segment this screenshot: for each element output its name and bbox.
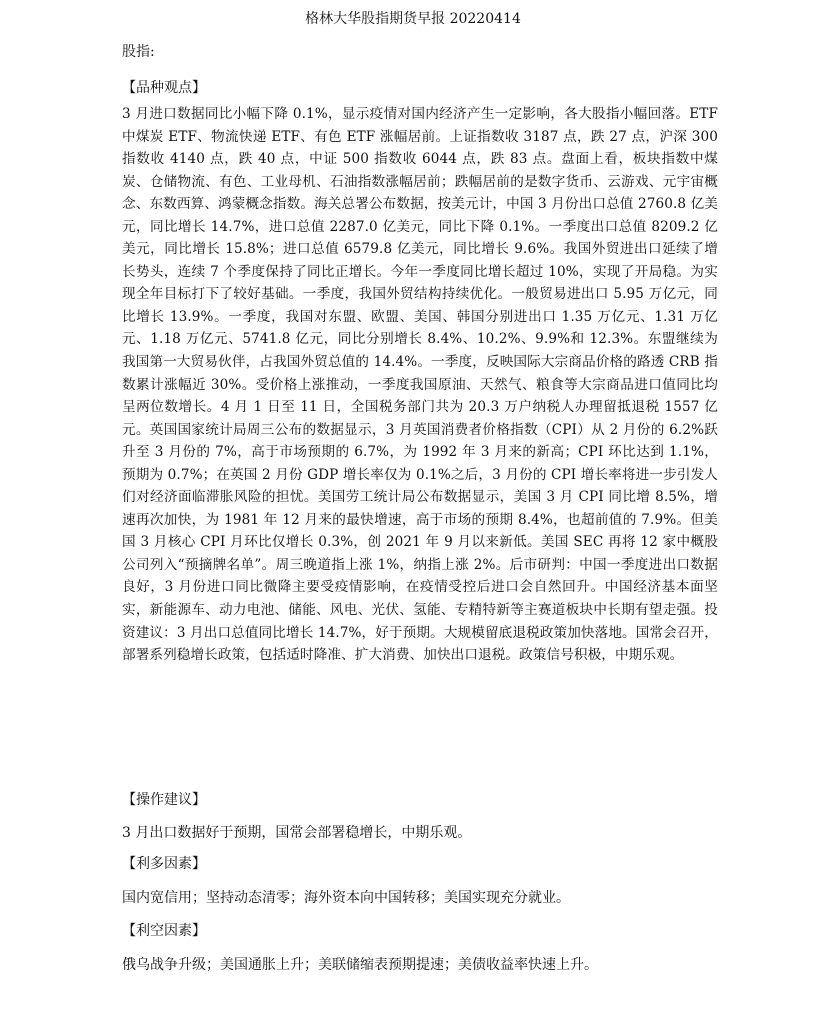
report-title: 格林大华股指期货早报 20220414 <box>305 11 521 27</box>
positive-heading: 【利多因素】 <box>122 856 206 872</box>
negative-heading: 【利空因素】 <box>122 923 206 939</box>
view-body: 3 月进口数据同比小幅下降 0.1%，显示疫情对国内经济产生一定影响，各大股指小幅回落。ETF 中煤炭 ETF、物流快递 ETF、有色 ETF 涨幅居前。上证指数收 3187 点，跌 27 点，沪深 300 指数收 4140 点，跌 40 点，中证 500 指数收 6044 点，跌 83 点。盘面上看，板块指数中煤炭、仓储物流、有色、工业母机、石油指数涨幅居前；跌幅居前的是数字货币、云游戏、元宇宙概念、东数西算、鸿蒙概念指数。海关总署公布数据，按美元计，中国 3 月份出口总值 2760.8 亿美元，同比增长 14.7%，进口总值 2287.0 亿美元，同比下降 0.1%。一季度出口总值 8209.2 亿美元，同比增长 15.8%；进口总值 6579.8 亿美元，同比增长 9.6%。我国外贸进出口延续了增长势头，连续 7 个季度保持了同比正增长。今年一季度同比增长超过 10%，实现了开局稳。为实现全年目标打下了较好基础。一季度，我国外贸结构持续优化。一般贸易进出口 5.95 万亿元，同比增长 13.9%。一季度，我国对东盟、欧盟、美国、韩国分别进出口 1.35 万亿元、1.31 万亿元、1.18 万亿元、5741.8 亿元，同比分别增长 8.4%、10.2%、9.9%和 12.3%。东盟继续为我国第一大贸易伙伴，占我国外贸总值的 14.4%。一季度，反映国际大宗商品价格的路透 CRB 指数累计涨幅近 30%。受价格上涨推动，一季度我国原油、天然气、粮食等大宗商品进口值同比均呈两位数增长。4 月 1 日至 11 日，全国税务部门共为 20.3 万户纳税人办理留抵退税 1557 亿元。英国国家统计局周三公布的数据显示，3 月英国消费者价格指数（CPI）从 2 月份的 6.2%跃升至 3 月份的 7%，高于市场预期的 6.7%，为 1992 年 3 月来的新高；CPI 环比达到 1.1%，预期为 0.7%；在英国 2 月份 GDP 增长率仅为 0.1%之后，3 月份的 CPI 增长率将进一步引发人们对经济面临滞胀风险的担忧。美国劳工统计局公布数据显示，美国 3 月 CPI 同比增 8.5%，增速再次加快，为 1981 年 12 月来的最快增速，高于市场的预期 8.4%，也超前值的 7.9%。但美国 3 月核心 CPI 月环比仅增长 0.3%，创 2021 年 9 月以来新低。美国 SEC 再将 12 家中概股公司列入“预摘牌名单”。周三晚道指上涨 1%，纳指上涨 2%。后市研判：中国一季度进出口数据良好，3 月份进口同比微降主要受疫情影响，在疫情受控后进口会自然回升。中国经济基本面坚实，新能源车、动力电池、储能、风电、光伏、氢能、专精特新等主赛道板块中长期有望走强。投资建议：3 月出口总值同比增长 14.7%，好于预期。大规模留底退税政策加快落地。国常会召开，部署系列稳增长政策，包括适时降准、扩大消费、加快出口退税。政策信号积极，中期乐观。 <box>122 106 718 664</box>
view-heading: 【品种观点】 <box>122 80 206 96</box>
positive-body: 国内宽信用；坚持动态清零；海外资本向中国转移；美国实现充分就业。 <box>122 890 570 906</box>
advice-body: 3 月出口数据好于预期，国常会部署稳增长，中期乐观。 <box>122 825 472 841</box>
section-label-stock-index: 股指: <box>122 44 155 60</box>
advice-heading: 【操作建议】 <box>122 792 206 808</box>
negative-body: 俄乌战争升级；美国通胀上升；美联储缩表预期提速；美债收益率快速上升。 <box>122 957 598 973</box>
